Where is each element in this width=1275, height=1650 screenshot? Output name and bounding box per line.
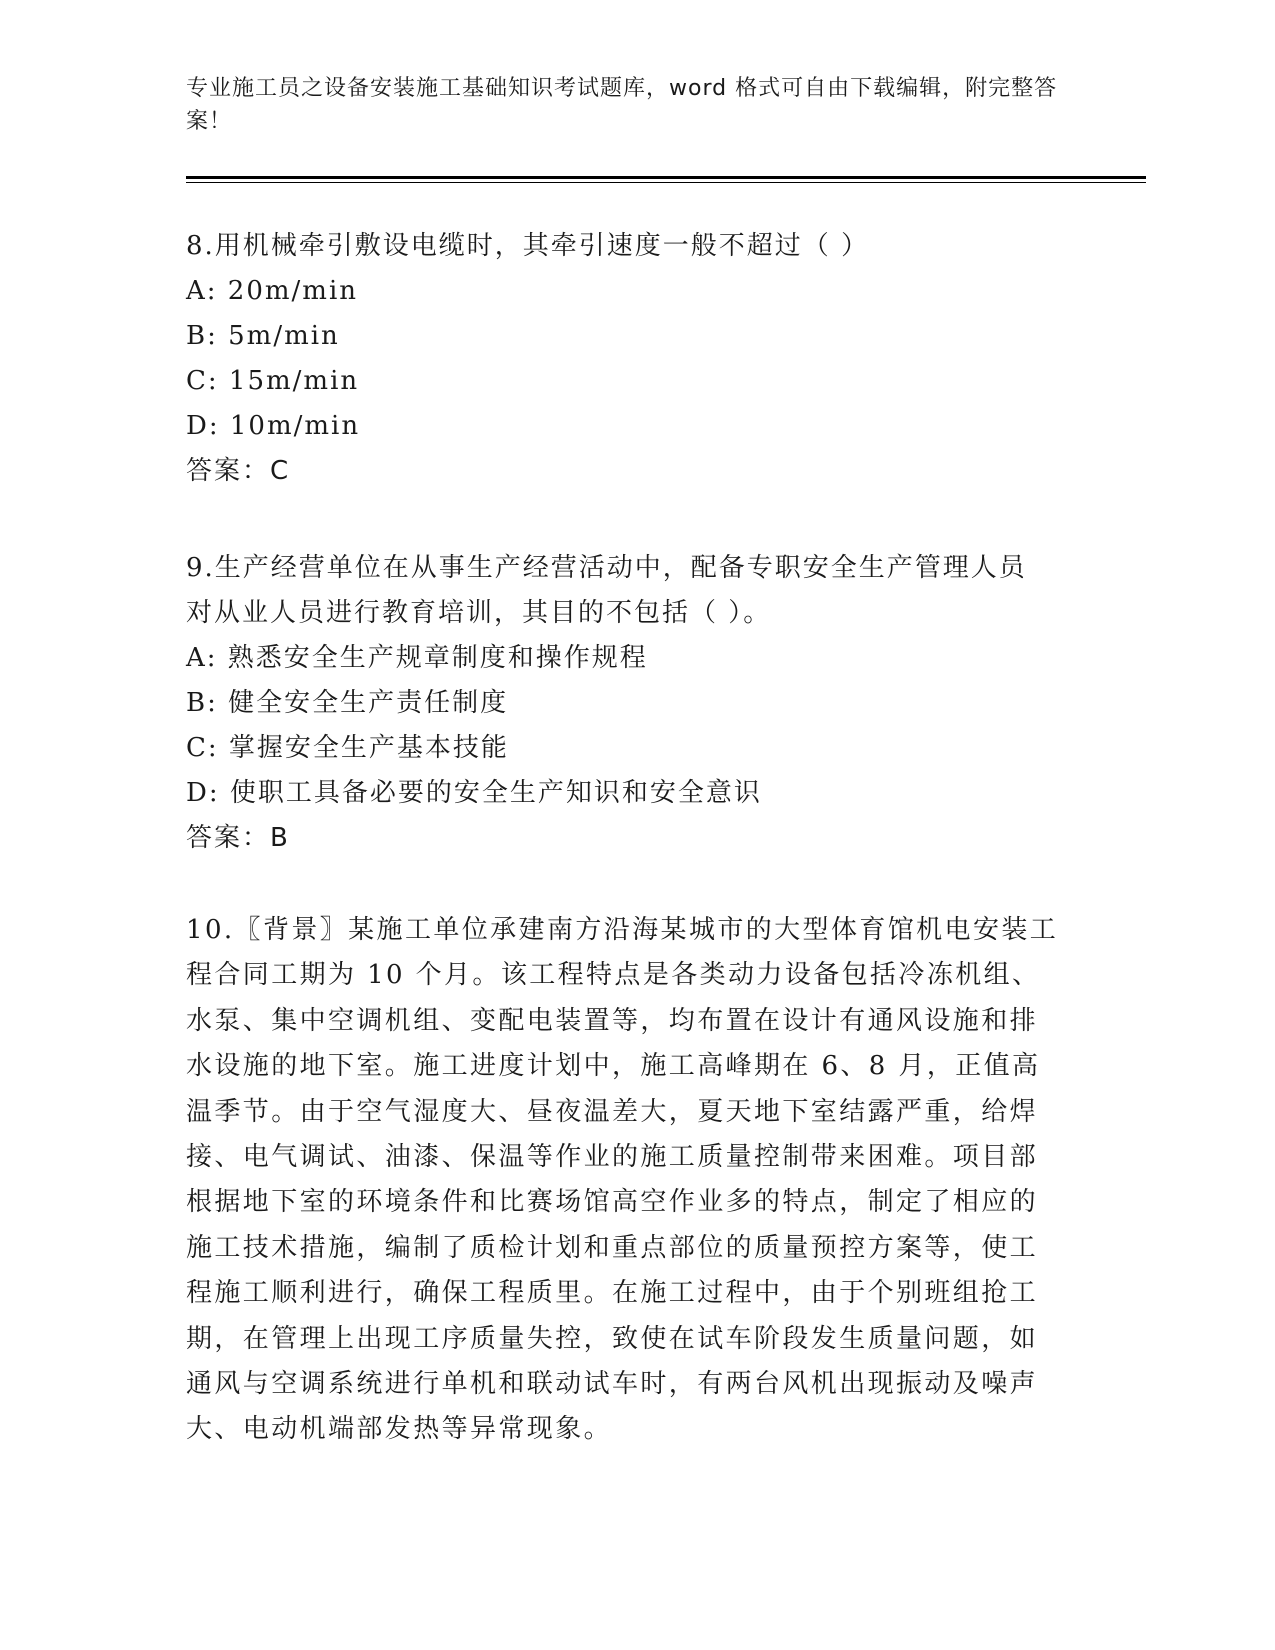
header-divider-thick bbox=[186, 176, 1146, 179]
question-paragraph: 10.〖背景〗某施工单位承建南方沿海某城市的大型体育馆机电安装工程合同工期为 10 个月。该工程特点是各类动力设备包括冷冻机组、水泵、集中空调机组、变配电装置等，均布置在设计有通风设施和排水设施的地下室。施工进度计划中，施工高峰期在 6、8 月，正值高温季节。由于空气湿度大、昼夜温差大，夏天地下室结露严重，给焊接、电气调试、油漆、保温等作业的施工质量控制带来困难。项目部根据地下室的环境条件和比赛场馆高空作业多的特点，制定了相应的施工技术措施，编制了质检计划和重点部位的质量预控方案等，使工程施工顺利进行，确保工程质里。在施工过程中，由于个别班组抢工期，在管理上出现工序质量失控，致使在试车阶段发生质量问题，如通风与空调系统进行单机和联动试车时，有两台风机出现振动及噪声大、电动机端部发热等异常现象。 bbox=[186, 915, 1059, 1445]
answer-line: 答案：C bbox=[186, 456, 291, 486]
document-header: 专业施工员之设备安装施工基础知识考试题库，word 格式可自由下载编辑，附完整答案！ bbox=[186, 76, 1058, 134]
option-d: D: 10m/min bbox=[186, 411, 361, 441]
option-d: D: 使职工具备必要的安全生产知识和安全意识 bbox=[186, 778, 762, 808]
option-c: C: 15m/min bbox=[186, 366, 360, 396]
question-stem: 8.用机械牵引敷设电缆时，其牵引速度一般不超过（ ） bbox=[186, 231, 870, 261]
option-b: B: 健全安全生产责任制度 bbox=[186, 688, 509, 718]
header-divider-thin bbox=[186, 182, 1146, 183]
question-10 bbox=[186, 908, 1086, 1453]
option-a: A: 熟悉安全生产规章制度和操作规程 bbox=[186, 643, 648, 673]
answer-line: 答案：B bbox=[186, 823, 290, 853]
option-a: A: 20m/min bbox=[186, 276, 359, 306]
question-9 bbox=[186, 546, 1086, 861]
question-stem-line-1: 9.生产经营单位在从事生产经营活动中，配备专职安全生产管理人员 bbox=[186, 553, 1027, 583]
question-stem-line-2: 对从业人员进行教育培训，其目的不包括（ ）。 bbox=[186, 598, 772, 628]
question-8 bbox=[186, 224, 1086, 494]
option-c: C: 掌握安全生产基本技能 bbox=[186, 733, 509, 763]
option-b: B: 5m/min bbox=[186, 321, 340, 351]
